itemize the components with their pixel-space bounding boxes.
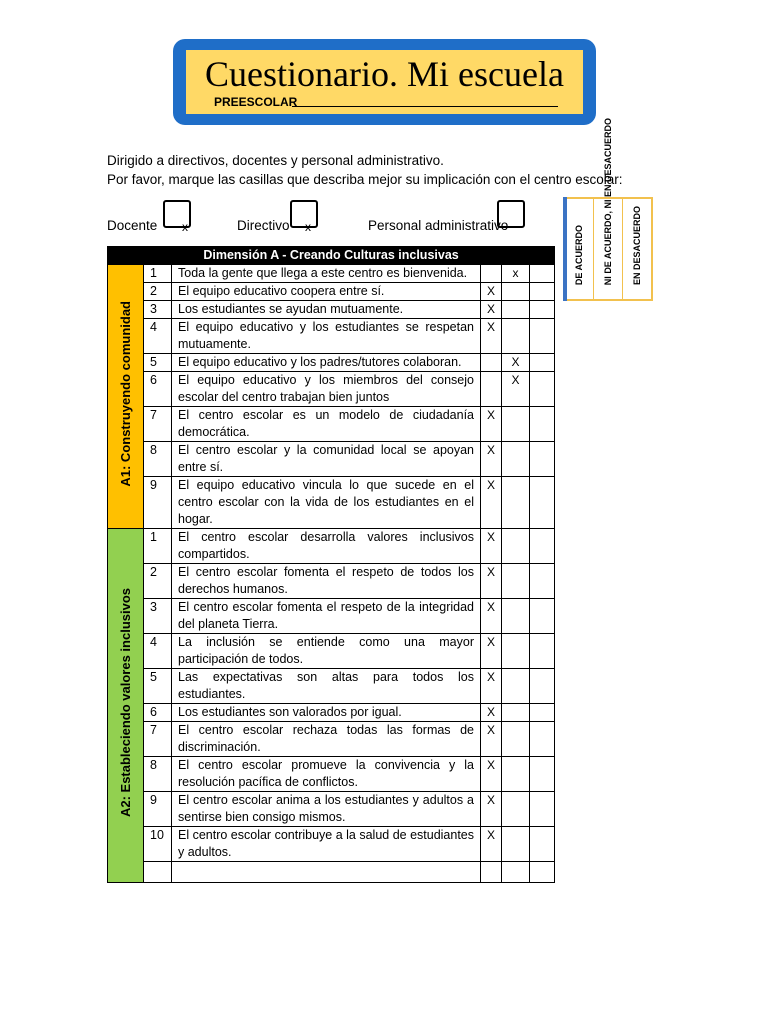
answer-agree[interactable]: X bbox=[481, 319, 502, 354]
answer-scale-legend bbox=[563, 117, 653, 301]
item-number: 5 bbox=[144, 354, 172, 372]
answer-disagree[interactable] bbox=[530, 301, 555, 319]
answer-agree[interactable]: X bbox=[481, 722, 502, 757]
item-number: 7 bbox=[144, 407, 172, 442]
answer-neutral[interactable] bbox=[502, 283, 530, 301]
item-number: 4 bbox=[144, 634, 172, 669]
table-row bbox=[108, 407, 555, 442]
item-text: El equipo educativo y los estudiantes se respetan mutuamente. bbox=[172, 319, 481, 354]
item-number: 1 bbox=[144, 265, 172, 283]
empty-cell bbox=[530, 862, 555, 883]
answer-neutral[interactable] bbox=[502, 827, 530, 862]
answer-neutral[interactable] bbox=[502, 757, 530, 792]
answer-agree[interactable]: X bbox=[481, 757, 502, 792]
answer-neutral[interactable] bbox=[502, 407, 530, 442]
item-text: El centro escolar es un modelo de ciudadanía democrática. bbox=[172, 407, 481, 442]
table-row bbox=[108, 319, 555, 354]
intro-line-1: Dirigido a directivos, docentes y personal administrativo. bbox=[107, 153, 444, 168]
answer-neutral[interactable]: x bbox=[502, 265, 530, 283]
answer-neutral[interactable]: X bbox=[502, 372, 530, 407]
item-number: 2 bbox=[144, 283, 172, 301]
mark-directivo: x bbox=[305, 220, 311, 234]
answer-disagree[interactable] bbox=[530, 354, 555, 372]
empty-cell bbox=[481, 862, 502, 883]
item-number: 8 bbox=[144, 757, 172, 792]
answer-disagree[interactable] bbox=[530, 827, 555, 862]
scale-disagree: EN DESACUERDO bbox=[632, 205, 642, 285]
table-row bbox=[108, 354, 555, 372]
item-text: El centro escolar fomenta el respeto de todos los derechos humanos. bbox=[172, 564, 481, 599]
item-text: El equipo educativo vincula lo que sucede en el centro escolar con la vida de los estudiantes en el hogar. bbox=[172, 477, 481, 529]
answer-agree[interactable]: X bbox=[481, 407, 502, 442]
scale-agree: DE ACUERDO bbox=[565, 199, 594, 299]
answer-neutral[interactable] bbox=[502, 704, 530, 722]
answer-disagree[interactable] bbox=[530, 564, 555, 599]
intro-text bbox=[107, 151, 667, 189]
item-text: Las expectativas son altas para todos los estudiantes. bbox=[172, 669, 481, 704]
answer-neutral[interactable] bbox=[502, 792, 530, 827]
page-title: Cuestionario. Mi escuela bbox=[205, 54, 564, 94]
role-label-directivo: Directivo bbox=[237, 218, 290, 233]
table-row bbox=[108, 704, 555, 722]
answer-disagree[interactable] bbox=[530, 283, 555, 301]
role-selector bbox=[107, 200, 567, 236]
item-text: El centro escolar fomenta el respeto de la integridad del planeta Tierra. bbox=[172, 599, 481, 634]
answer-neutral[interactable] bbox=[502, 442, 530, 477]
checkbox-personal[interactable] bbox=[497, 200, 525, 228]
answer-agree[interactable]: X bbox=[481, 669, 502, 704]
empty-cell bbox=[502, 862, 530, 883]
questionnaire-table bbox=[107, 246, 555, 883]
item-text: El centro escolar contribuye a la salud de estudiantes y adultos. bbox=[172, 827, 481, 862]
answer-disagree[interactable] bbox=[530, 722, 555, 757]
table-row bbox=[108, 529, 555, 564]
answer-agree[interactable]: X bbox=[481, 634, 502, 669]
answer-disagree[interactable] bbox=[530, 265, 555, 283]
answer-disagree[interactable] bbox=[530, 529, 555, 564]
table-row bbox=[108, 827, 555, 862]
item-number: 9 bbox=[144, 792, 172, 827]
answer-neutral[interactable] bbox=[502, 319, 530, 354]
answer-agree[interactable] bbox=[481, 372, 502, 407]
answer-disagree[interactable] bbox=[530, 477, 555, 529]
answer-agree[interactable]: X bbox=[481, 477, 502, 529]
item-number: 10 bbox=[144, 827, 172, 862]
item-number: 3 bbox=[144, 301, 172, 319]
answer-disagree[interactable] bbox=[530, 757, 555, 792]
level-label: PREESCOLAR bbox=[214, 95, 298, 109]
table-row bbox=[108, 634, 555, 669]
answer-disagree[interactable] bbox=[530, 792, 555, 827]
section-label-a2 bbox=[108, 529, 144, 883]
answer-disagree[interactable] bbox=[530, 704, 555, 722]
mark-docente: x bbox=[182, 220, 188, 234]
empty-cell bbox=[172, 862, 481, 883]
item-text: El equipo educativo y los miembros del consejo escolar del centro trabajan bien juntos bbox=[172, 372, 481, 407]
item-text: El centro escolar promueve la convivencia y la resolución pacífica de conflictos. bbox=[172, 757, 481, 792]
answer-neutral[interactable] bbox=[502, 564, 530, 599]
answer-neutral[interactable] bbox=[502, 722, 530, 757]
item-number: 1 bbox=[144, 529, 172, 564]
answer-neutral[interactable] bbox=[502, 301, 530, 319]
item-number: 5 bbox=[144, 669, 172, 704]
answer-agree[interactable]: X bbox=[481, 283, 502, 301]
table-row bbox=[108, 669, 555, 704]
item-text: Los estudiantes se ayudan mutuamente. bbox=[172, 301, 481, 319]
table-row bbox=[108, 477, 555, 529]
item-text: El equipo educativo coopera entre sí. bbox=[172, 283, 481, 301]
item-number: 2 bbox=[144, 564, 172, 599]
answer-disagree[interactable] bbox=[530, 669, 555, 704]
section-label-a1 bbox=[108, 265, 144, 529]
title-banner bbox=[173, 39, 596, 125]
answer-disagree[interactable] bbox=[530, 599, 555, 634]
answer-agree[interactable]: X bbox=[481, 827, 502, 862]
item-text: El centro escolar desarrolla valores inclusivos compartidos. bbox=[172, 529, 481, 564]
answer-agree[interactable]: X bbox=[481, 442, 502, 477]
table-row bbox=[108, 372, 555, 407]
answer-disagree[interactable] bbox=[530, 319, 555, 354]
answer-disagree[interactable] bbox=[530, 634, 555, 669]
item-text: El centro escolar y la comunidad local se apoyan entre sí. bbox=[172, 442, 481, 477]
section-title-a2: A2: Estableciendo valores inclusivos bbox=[118, 588, 133, 818]
item-number: 9 bbox=[144, 477, 172, 529]
scale-neutral: NI DE ACUERDO, NI EN DESACUERDO bbox=[594, 199, 623, 299]
table-spacer-row bbox=[108, 862, 555, 883]
table-row bbox=[108, 564, 555, 599]
answer-agree[interactable]: X bbox=[481, 564, 502, 599]
answer-neutral[interactable] bbox=[502, 669, 530, 704]
answer-agree[interactable]: X bbox=[481, 599, 502, 634]
role-label-personal: Personal administrativo bbox=[368, 218, 509, 233]
answer-neutral[interactable] bbox=[502, 529, 530, 564]
item-number: 4 bbox=[144, 319, 172, 354]
section-title-a1: A1: Construyendo comunidad bbox=[118, 301, 133, 487]
answer-agree[interactable]: X bbox=[481, 792, 502, 827]
title-banner-inner bbox=[186, 50, 583, 114]
role-label-docente: Docente bbox=[107, 218, 158, 233]
answer-agree[interactable] bbox=[481, 354, 502, 372]
item-number: 6 bbox=[144, 372, 172, 407]
table-row bbox=[108, 757, 555, 792]
answer-neutral[interactable] bbox=[502, 599, 530, 634]
answer-disagree[interactable] bbox=[530, 442, 555, 477]
item-number: 8 bbox=[144, 442, 172, 477]
answer-agree[interactable]: X bbox=[481, 704, 502, 722]
table-row bbox=[108, 283, 555, 301]
item-text: El centro escolar anima a los estudiantes y adultos a sentirse bien consigo mismos. bbox=[172, 792, 481, 827]
item-number: 7 bbox=[144, 722, 172, 757]
answer-neutral[interactable]: X bbox=[502, 354, 530, 372]
scale-accent-bar bbox=[563, 197, 567, 301]
table-row bbox=[108, 442, 555, 477]
item-text: Los estudiantes son valorados por igual. bbox=[172, 704, 481, 722]
answer-disagree[interactable] bbox=[530, 407, 555, 442]
answer-neutral[interactable] bbox=[502, 634, 530, 669]
item-text: El centro escolar rechaza todas las formas de discriminación. bbox=[172, 722, 481, 757]
item-number: 6 bbox=[144, 704, 172, 722]
level-blank-line bbox=[292, 106, 558, 107]
item-text: Toda la gente que llega a este centro es bienvenida. bbox=[172, 265, 481, 283]
table-row bbox=[108, 599, 555, 634]
table-row bbox=[108, 722, 555, 757]
intro-line-2: Por favor, marque las casillas que describa mejor su implicación con el centro escolar: bbox=[107, 172, 623, 187]
empty-cell bbox=[144, 862, 172, 883]
item-text: El equipo educativo y los padres/tutores colaboran. bbox=[172, 354, 481, 372]
table-row bbox=[108, 301, 555, 319]
item-number: 3 bbox=[144, 599, 172, 634]
answer-neutral[interactable] bbox=[502, 477, 530, 529]
checkbox-directivo[interactable] bbox=[290, 200, 318, 228]
answer-agree[interactable]: X bbox=[481, 301, 502, 319]
answer-agree[interactable]: X bbox=[481, 529, 502, 564]
table-row bbox=[108, 792, 555, 827]
answer-disagree[interactable] bbox=[530, 372, 555, 407]
answer-agree[interactable] bbox=[481, 265, 502, 283]
table-row bbox=[108, 265, 555, 283]
dimension-header: Dimensión A - Creando Culturas inclusivas bbox=[108, 247, 555, 265]
item-text: La inclusión se entiende como una mayor participación de todos. bbox=[172, 634, 481, 669]
